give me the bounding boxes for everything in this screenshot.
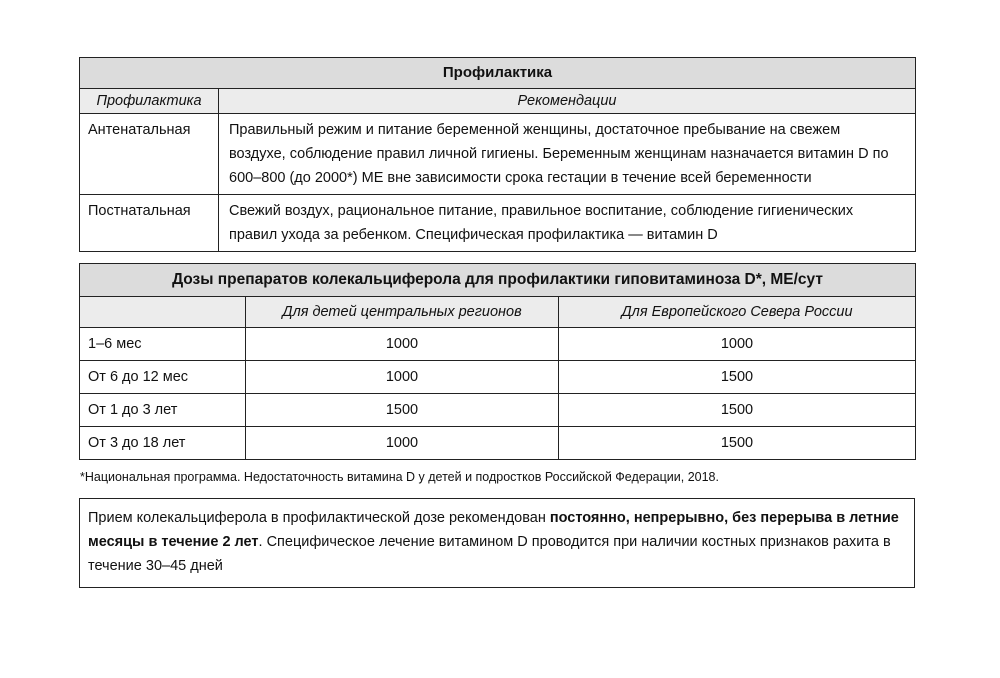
recommendation-text: Свежий воздух, рациональное питание, правильное воспитание, соблюдение гигиенических правил ухода за ребенком. Специфическая профилактика — витамин D xyxy=(219,195,916,252)
document-page xyxy=(79,57,915,588)
dose-north: 1000 xyxy=(559,328,916,361)
column-header-recommendations: Рекомендации xyxy=(219,89,916,114)
age-group: От 6 до 12 мес xyxy=(80,361,246,394)
age-group: От 3 до 18 лет xyxy=(80,427,246,460)
doses-table xyxy=(79,263,916,460)
dose-central: 1000 xyxy=(246,361,559,394)
dose-north: 1500 xyxy=(559,394,916,427)
prophylaxis-type: Антенатальная xyxy=(80,114,219,195)
doses-table-title: Дозы препаратов колекальциферола для профилактики гиповитаминоза D*, МЕ/сут xyxy=(80,264,916,297)
dose-central: 1000 xyxy=(246,427,559,460)
table-row-antenatal xyxy=(80,114,916,195)
column-header-prophylaxis: Профилактика xyxy=(80,89,219,114)
dose-central: 1000 xyxy=(246,328,559,361)
table-row xyxy=(80,427,916,460)
table-row xyxy=(80,361,916,394)
prophylaxis-type: Постнатальная xyxy=(80,195,219,252)
table-row-postnatal xyxy=(80,195,916,252)
dose-north: 1500 xyxy=(559,361,916,394)
table-row xyxy=(80,328,916,361)
note-box xyxy=(79,498,915,588)
note-emphasis: постоянно, непрерывно, без перерыва в летние месяцы в течение 2 лет xyxy=(88,510,899,550)
age-group: 1–6 мес xyxy=(80,328,246,361)
footnote: *Национальная программа. Недостаточность витамина D у детей и подростков Российской Федерации, 2018. xyxy=(80,470,719,484)
prophylaxis-table xyxy=(79,57,916,252)
column-header-european-north: Для Европейского Севера России xyxy=(559,297,916,328)
note-text-end: . Специфическое лечение витамином D проводится при наличии костных признаков рахита в течение 30–45 дней xyxy=(88,534,891,574)
note-text-start: Прием колекальциферола в профилактической дозе рекомендован xyxy=(88,510,550,526)
dose-central: 1500 xyxy=(246,394,559,427)
table-row xyxy=(80,394,916,427)
column-header-age xyxy=(80,297,246,328)
age-group: От 1 до 3 лет xyxy=(80,394,246,427)
prophylaxis-table-title: Профилактика xyxy=(80,58,916,89)
column-header-central-regions: Для детей центральных регионов xyxy=(246,297,559,328)
recommendation-text: Правильный режим и питание беременной женщины, достаточное пребывание на свежем воздухе, соблюдение правил личной гигиены. Беременным женщинам назначается витамин D по 600–800 (до 2000*) МЕ вне зависимости срока гестации в течение всей беременности xyxy=(219,114,916,195)
dose-north: 1500 xyxy=(559,427,916,460)
